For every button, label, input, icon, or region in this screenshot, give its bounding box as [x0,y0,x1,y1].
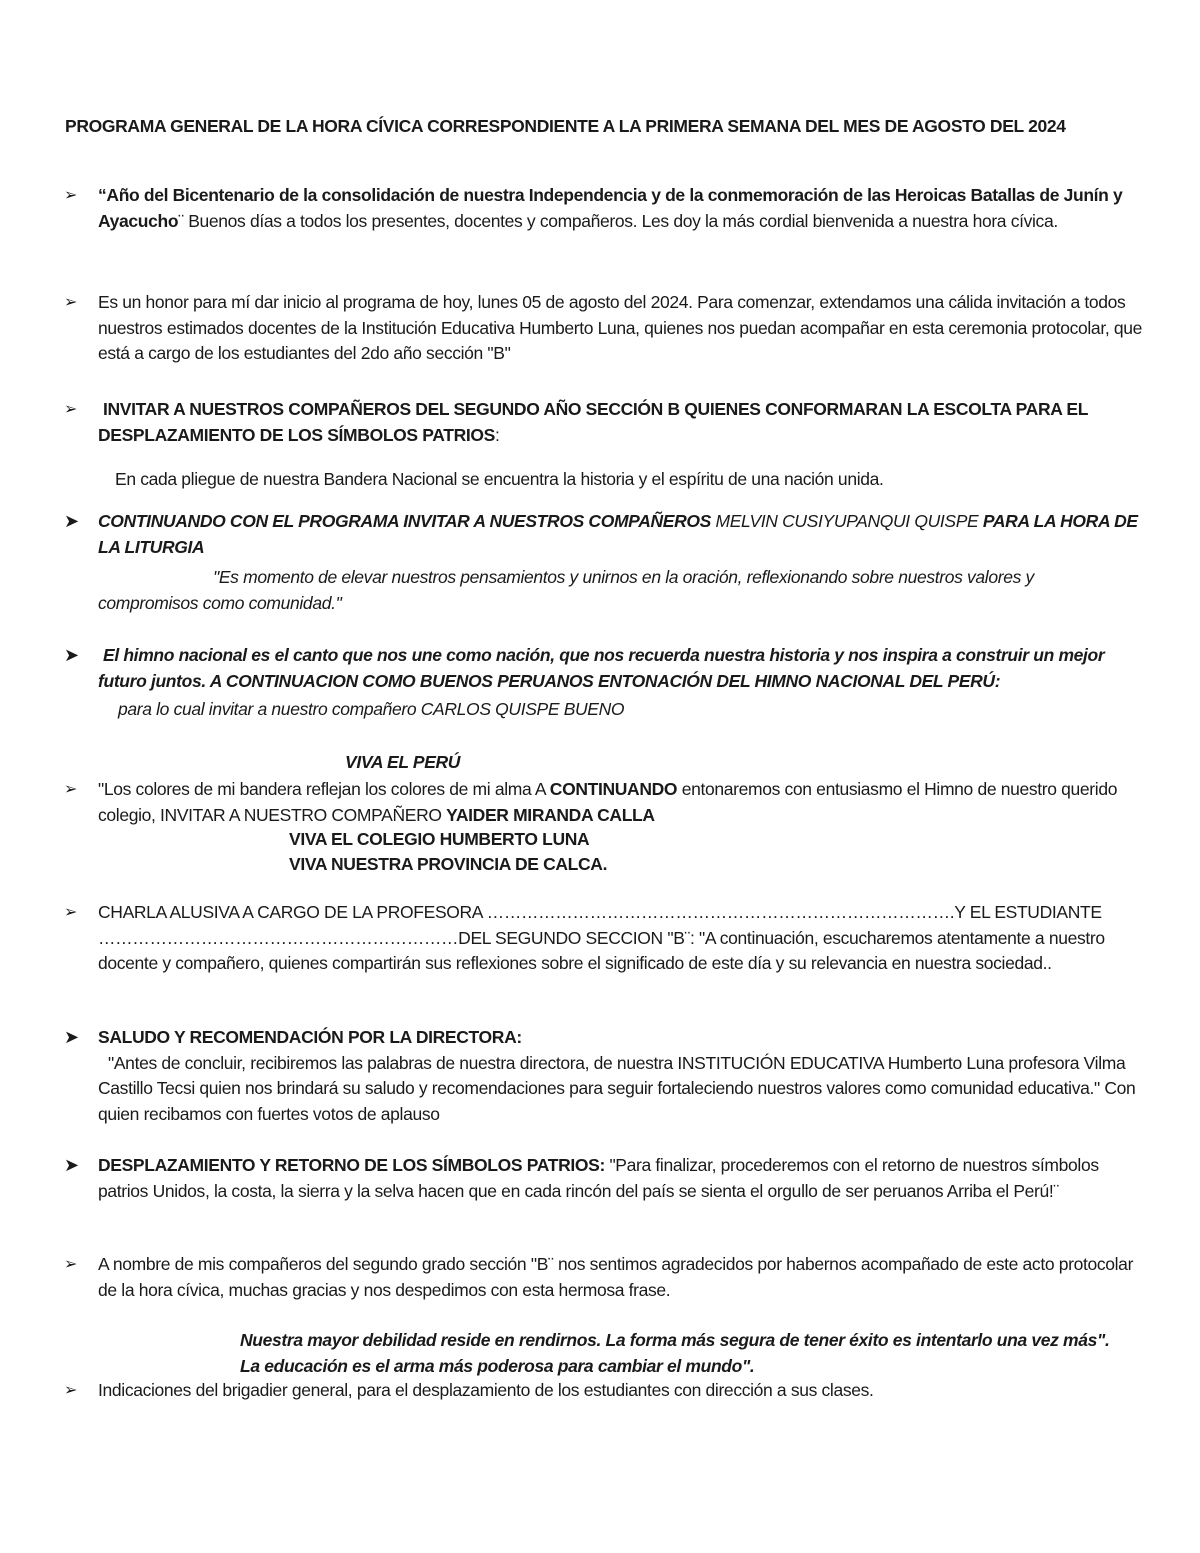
arrow-bullet-icon: ➢ [64,294,78,311]
list-item-liturgia [64,509,1148,560]
flag-note: En cada pliegue de nuestra Bandera Nacional se encuentra la historia y el espíritu de una nación unida. [115,469,884,489]
list-item-himno-colegio [64,777,1148,828]
himno-invite: para lo cual invitar a nuestro compañero CARLOS QUISPE BUENO [118,699,625,719]
filled-arrow-bullet-icon: ➤ [64,1027,79,1047]
colegio-continuando: CONTINUANDO [549,779,678,799]
filled-arrow-bullet-icon: ➤ [64,1155,79,1175]
list-item-opening [64,290,1148,367]
liturgia-quote-line-2: compromisos como comunidad." [98,593,342,613]
himno-heading: El himno nacional es el canto que nos une como nación, que nos recuerda nuestra historia y nos inspira a construir un mejor futuro juntos. A CONTINUACION COMO BUENOS PERUANOS ENTONACIÓN DEL HIMNO NACIONAL DEL PERÚ: [98,645,1105,691]
greeting-text: ¨ Buenos días a todos los presentes, docentes y compañeros. Les doy la más cordial bienvenida a nuestra hora cívica. [178,210,1058,231]
list-item-charla [64,900,1148,977]
filled-arrow-bullet-icon: ➤ [64,645,79,665]
directora-heading: SALUDO Y RECOMENDACIÓN POR LA DIRECTORA: [98,1027,522,1047]
cheer-viva-peru: VIVA EL PERÚ [345,752,461,772]
list-item-escolta [64,397,1148,448]
arrow-bullet-icon: ➢ [64,1256,78,1273]
colegio-text-1: "Los colores de mi bandera reflejan los colores de mi alma A [98,779,550,799]
directora-text: "Antes de concluir, recibiremos las palabras de nuestra directora, de nuestra INSTITUCIÓN EDUCATIVA Humberto Luna profesora Vilma Castillo Tecsi quien nos brindará su saludo y recomendaciones para seguir fortaleciendo nuestros valores como comunidad educativa." Con quien recibamos con fuertes votos de aplauso [98,1052,1136,1124]
liturgia-heading-2: PARA LA HORA DE LA LITURGIA [98,511,1138,557]
filled-arrow-bullet-icon: ➤ [64,511,79,531]
cheer-viva-colegio: VIVA EL COLEGIO HUMBERTO LUNA [289,829,590,849]
despedida-text: A nombre de mis compañeros del segundo grado sección "B¨ nos sentimos agradecidos por habernos acompañado de este acto protocolar de la hora cívica, muchas gracias y nos despedimos con esta hermosa frase. [98,1254,1134,1300]
liturgia-quote-line-1: "Es momento de elevar nuestros pensamientos y unirnos en la oración, reflexionando sobre nuestros valores y [213,567,1034,587]
list-item-indicaciones [64,1378,1148,1404]
escolta-suffix: : [495,424,500,445]
retorno-text: "Para finalizar, procederemos con el retorno de nuestros símbolos patrios Unidos, la costa, la sierra y la selva hacen que en cada rincón del país se sienta el orgullo de ser peruanos Arriba el Perú!¨ [98,1155,1099,1201]
arrow-bullet-icon: ➢ [64,904,78,921]
list-item-directora [64,1025,1148,1127]
closing-quote: Nuestra mayor debilidad reside en rendirnos. La forma más segura de tener éxito es intentarlo una vez más". La educación es el arma más poderosa para cambiar el mundo". [240,1330,1110,1376]
arrow-bullet-icon: ➢ [64,401,78,418]
charla-line-1: CHARLA ALUSIVA A CARGO DE LA PROFESORA ……………………………………………………………………….Y EL ESTUDIANTE [98,902,1102,922]
arrow-bullet-icon: ➢ [64,781,78,798]
arrow-bullet-icon: ➢ [64,1382,78,1399]
escolta-heading: INVITAR A NUESTROS COMPAÑEROS DEL SEGUNDO AÑO SECCIÓN B QUIENES CONFORMARAN LA ESCOLTA PARA EL DESPLAZAMIENTO DE LOS SÍMBOLOS PATRIOS [98,399,1088,445]
colegio-student-name: YAIDER MIRANDA CALLA [446,804,655,825]
document-title: PROGRAMA GENERAL DE LA HORA CÍVICA CORRESPONDIENTE A LA PRIMERA SEMANA DEL MES DE AGOSTO DEL 2024 [65,116,1066,136]
cheer-viva-provincia: VIVA NUESTRA PROVINCIA DE CALCA. [289,854,608,874]
year-motto: “Año del Bicentenario de la consolidación de nuestra Independencia y de la conmemoración de las Heroicas Batallas de Junín y Ayacucho [98,185,1123,231]
liturgia-heading-1: CONTINUANDO CON EL PROGRAMA INVITAR A NUESTROS COMPAÑEROS [98,511,716,531]
retorno-heading: DESPLAZAMIENTO Y RETORNO DE LOS SÍMBOLOS PATRIOS: [98,1155,605,1175]
liturgia-student-name: MELVIN CUSIYUPANQUI QUISPE [715,511,983,531]
opening-text: Es un honor para mí dar inicio al programa de hoy, lunes 05 de agosto del 2024. Para comenzar, extendamos una cálida invitación a todos nuestros estimados docentes de la Institución Educativa Humberto Luna, quienes nos puedan acompañar en esta ceremonia protocolar, que está a cargo de los estudiantes del 2do año sección "B" [98,292,1142,363]
arrow-bullet-icon: ➢ [64,187,78,204]
charla-line-2: ………………………………………………………DEL SEGUNDO SECCION "B¨: "A continuación, escucharemos atentamente a nuestro docente y compañero, quienes compartirán sus reflexiones sobre el significado de este día y su relevancia en nuestra sociedad.. [98,927,1105,973]
list-item-greeting [64,183,1148,234]
list-item-despedida [64,1252,1148,1303]
list-item-himno [64,643,1148,694]
colegio-text-2: entonaremos con entusiasmo el Himno de nuestro querido colegio, INVITAR A NUESTRO COMPAÑERO [98,779,1118,825]
list-item-retorno [64,1153,1148,1204]
indicaciones-text: Indicaciones del brigadier general, para el desplazamiento de los estudiantes con dirección a sus clases. [98,1380,874,1400]
